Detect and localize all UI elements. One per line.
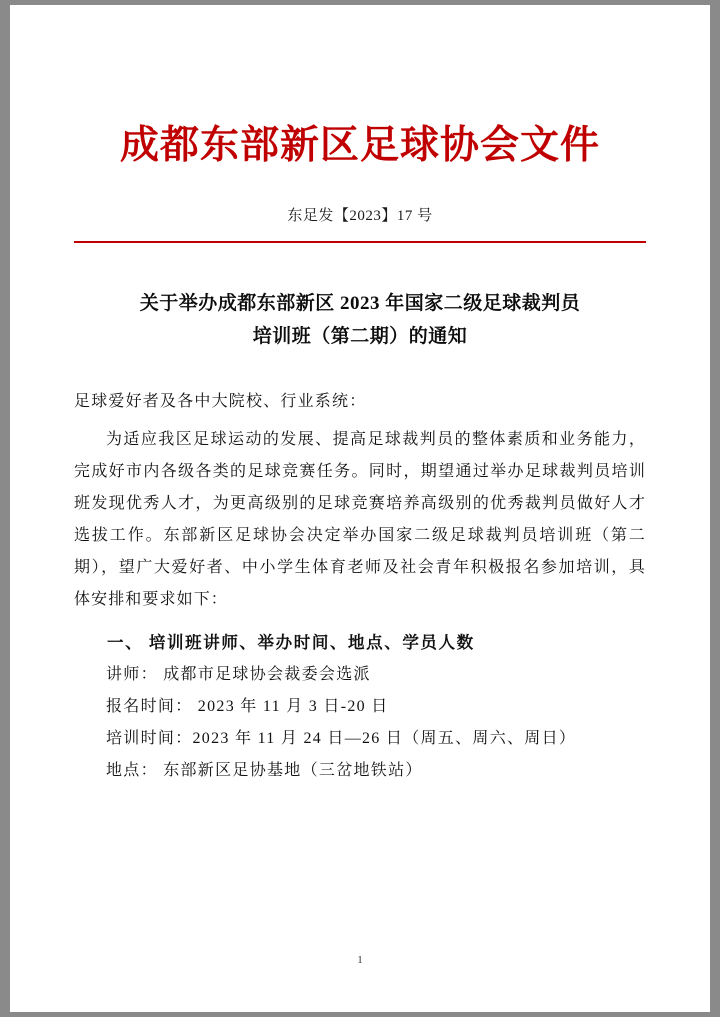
info-signup-time: 报名时间： 2023 年 11 月 3 日-20 日 [106, 697, 389, 715]
document-number: 东足发【2023】17 号 [287, 207, 433, 224]
document-title: 成都东部新区足球协会文件 [119, 124, 600, 167]
info-lecturer: 讲师： 成都市足球协会裁委会选派 [106, 665, 371, 683]
subject-line-1: 关于举办成都东部新区 2023 年国家二级足球裁判员 [139, 292, 581, 314]
page-number: 1 [357, 954, 363, 966]
body-paragraph-1: 为适应我区足球运动的发展、提高足球裁判员的整体素质和业务能力，完成好市内各级各类的足球竞赛任务。同时，期望通过举办足球裁判员培训班发现优秀人才，为更高级别的足球竞赛培养高级别的优秀裁判员做好人才选拔工作。东部新区足球协会决定举办国家二级足球裁判员培训班（第二期），望广大爱好者、中小学生体育老师及社会青年积极报名参加培训，具体安排和要求如下： [74, 430, 646, 608]
salutation: 足球爱好者及各中大院校、行业系统： [74, 393, 367, 411]
info-location: 地点： 东部新区足协基地（三岔地铁站） [106, 761, 423, 779]
red-divider-rule [74, 241, 646, 243]
section-heading-1: 一、 培训班讲师、举办时间、地点、学员人数 [107, 632, 475, 652]
info-training-time: 培训时间：2023 年 11 月 24 日—26 日（周五、周六、周日） [106, 729, 577, 747]
subject-line-2: 培训班（第二期）的通知 [252, 326, 468, 348]
document-page [10, 5, 710, 1012]
document-subject [74, 287, 646, 354]
